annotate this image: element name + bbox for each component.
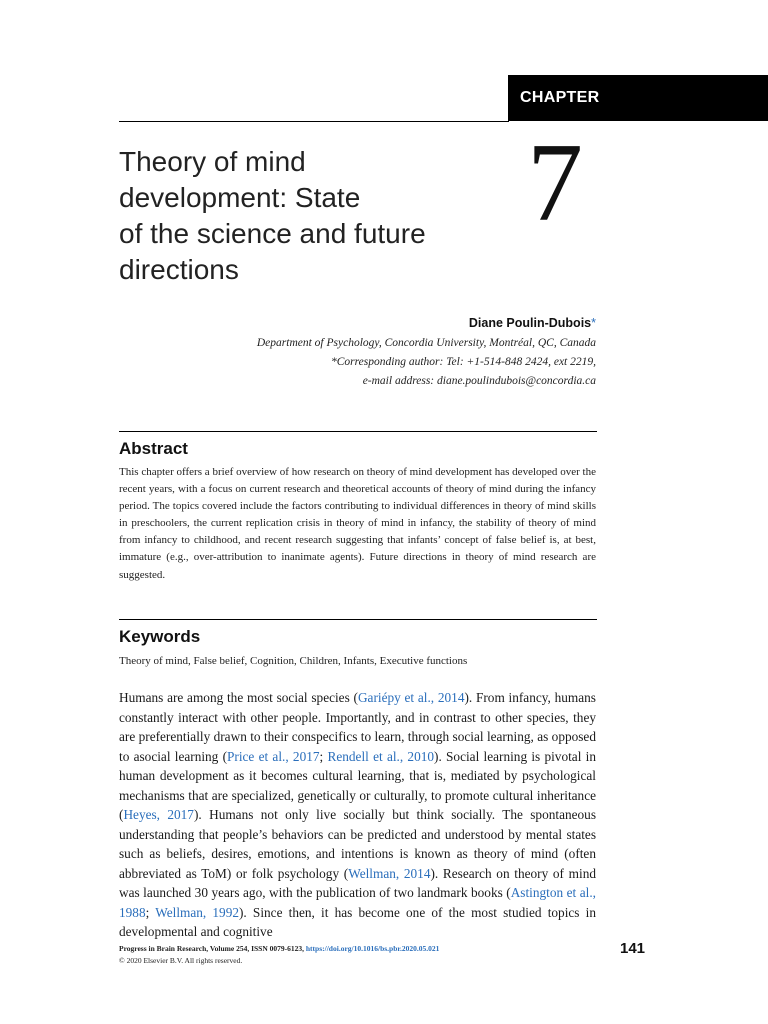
title-line: Theory of mind — [119, 146, 306, 177]
body-text-segment: ). From infancy, humans constantly interact with other people. Importantly, and in contrast to other species, they are preferentially drawn to their conspecifics to learn, through social learning, as opposed to asocial learning ( — [119, 690, 596, 764]
chapter-label-box: CHAPTER — [508, 75, 768, 121]
page-number: 141 — [620, 940, 646, 957]
citation-link[interactable]: Heyes, 2017 — [123, 807, 194, 822]
author-name-text: Diane Poulin-Dubois — [468, 316, 592, 330]
citation-link[interactable]: Wellman, 2014 — [348, 865, 431, 881]
citation-link[interactable]: Gariépy et al., 2014 — [357, 690, 465, 705]
keywords-heading: Keywords — [119, 627, 201, 646]
email-line: e-mail address: diane.poulindubois@concordia.ca — [362, 375, 596, 387]
doi-link[interactable]: https://doi.org/10.1016/bs.pbr.2020.05.021 — [305, 944, 440, 953]
keywords-text: Theory of mind, False belief, Cognition, Children, Infants, Executive functions — [119, 655, 468, 667]
title-line: directions — [119, 254, 239, 285]
abstract-divider — [119, 431, 597, 432]
abstract-text: This chapter offers a brief overview of how research on theory of mind development has developed over the recent years, with a focus on current research and theoretical accounts of theory of mind during the infancy period. The topics covered include the factors contributing to individual differences in theory of mind skills in preschoolers, the current replication crisis in theory of mind in infancy, the stability of theory of mind from infancy to childhood, and recent research suggesting that infants’ concept of false belief is, at best, immature (e.g., over-attribution to inanimate agents). Future directions in theory of mind research are suggested. — [119, 466, 596, 581]
body-paragraph — [119, 688, 596, 942]
body-text-segment: ). Humans not only live socially but think socially. The spontaneous understanding that people’s behaviors can be predicted and understood by mental states such as beliefs, desires, emotions, and intentions is known as theory of mind (often abbreviated as ToM) or folk psychology ( — [119, 807, 596, 881]
title-line: development: State — [119, 182, 361, 213]
body-text-segment: ). Research on theory of mind was launched 30 years ago, with the publication of two landmark books ( — [119, 865, 596, 900]
footer-copyright: © 2020 Elsevier B.V. All rights reserved. — [119, 956, 243, 965]
body-text-segment: Humans are among the most social species ( — [119, 690, 358, 705]
citation-link[interactable]: Price et al., 2017 — [227, 748, 320, 764]
citation-link[interactable]: Wellman, 1992 — [155, 904, 239, 920]
affiliation-line: Department of Psychology, Concordia University, Montréal, QC, Canada — [256, 337, 596, 349]
chapter-title — [119, 144, 489, 288]
body-text-segment: ; — [319, 748, 328, 764]
citation-link[interactable]: Astington et al., 1988 — [119, 885, 596, 920]
journal-info: Progress in Brain Research, Volume 254, ISSN 0079-6123, — [119, 944, 306, 953]
chapter-rule — [119, 121, 509, 122]
citation-link[interactable]: Rendell et al., 2010 — [327, 748, 435, 764]
abstract-heading: Abstract — [119, 439, 188, 458]
footer-journal-line — [119, 944, 439, 953]
body-text-segment: ). Social learning is pivotal in human development as it becomes cultural learning, that is, mediated by psychological mechanisms that are specialized, genetically or culturally, to promote cultural inheritance ( — [119, 748, 596, 822]
author-name — [469, 316, 596, 330]
chapter-number: 7 — [527, 121, 583, 245]
body-text-segment: ). Since then, it has become one of the most studied topics in developmental and cognitive — [119, 904, 596, 939]
title-line: of the science and future — [119, 218, 426, 249]
corresponding-author-line: *Corresponding author: Tel: +1-514-848 2424, ext 2219, — [330, 356, 596, 368]
body-text-segment: ; — [145, 904, 156, 920]
corresponding-author-mark[interactable]: * — [591, 316, 596, 330]
keywords-divider — [119, 619, 597, 620]
